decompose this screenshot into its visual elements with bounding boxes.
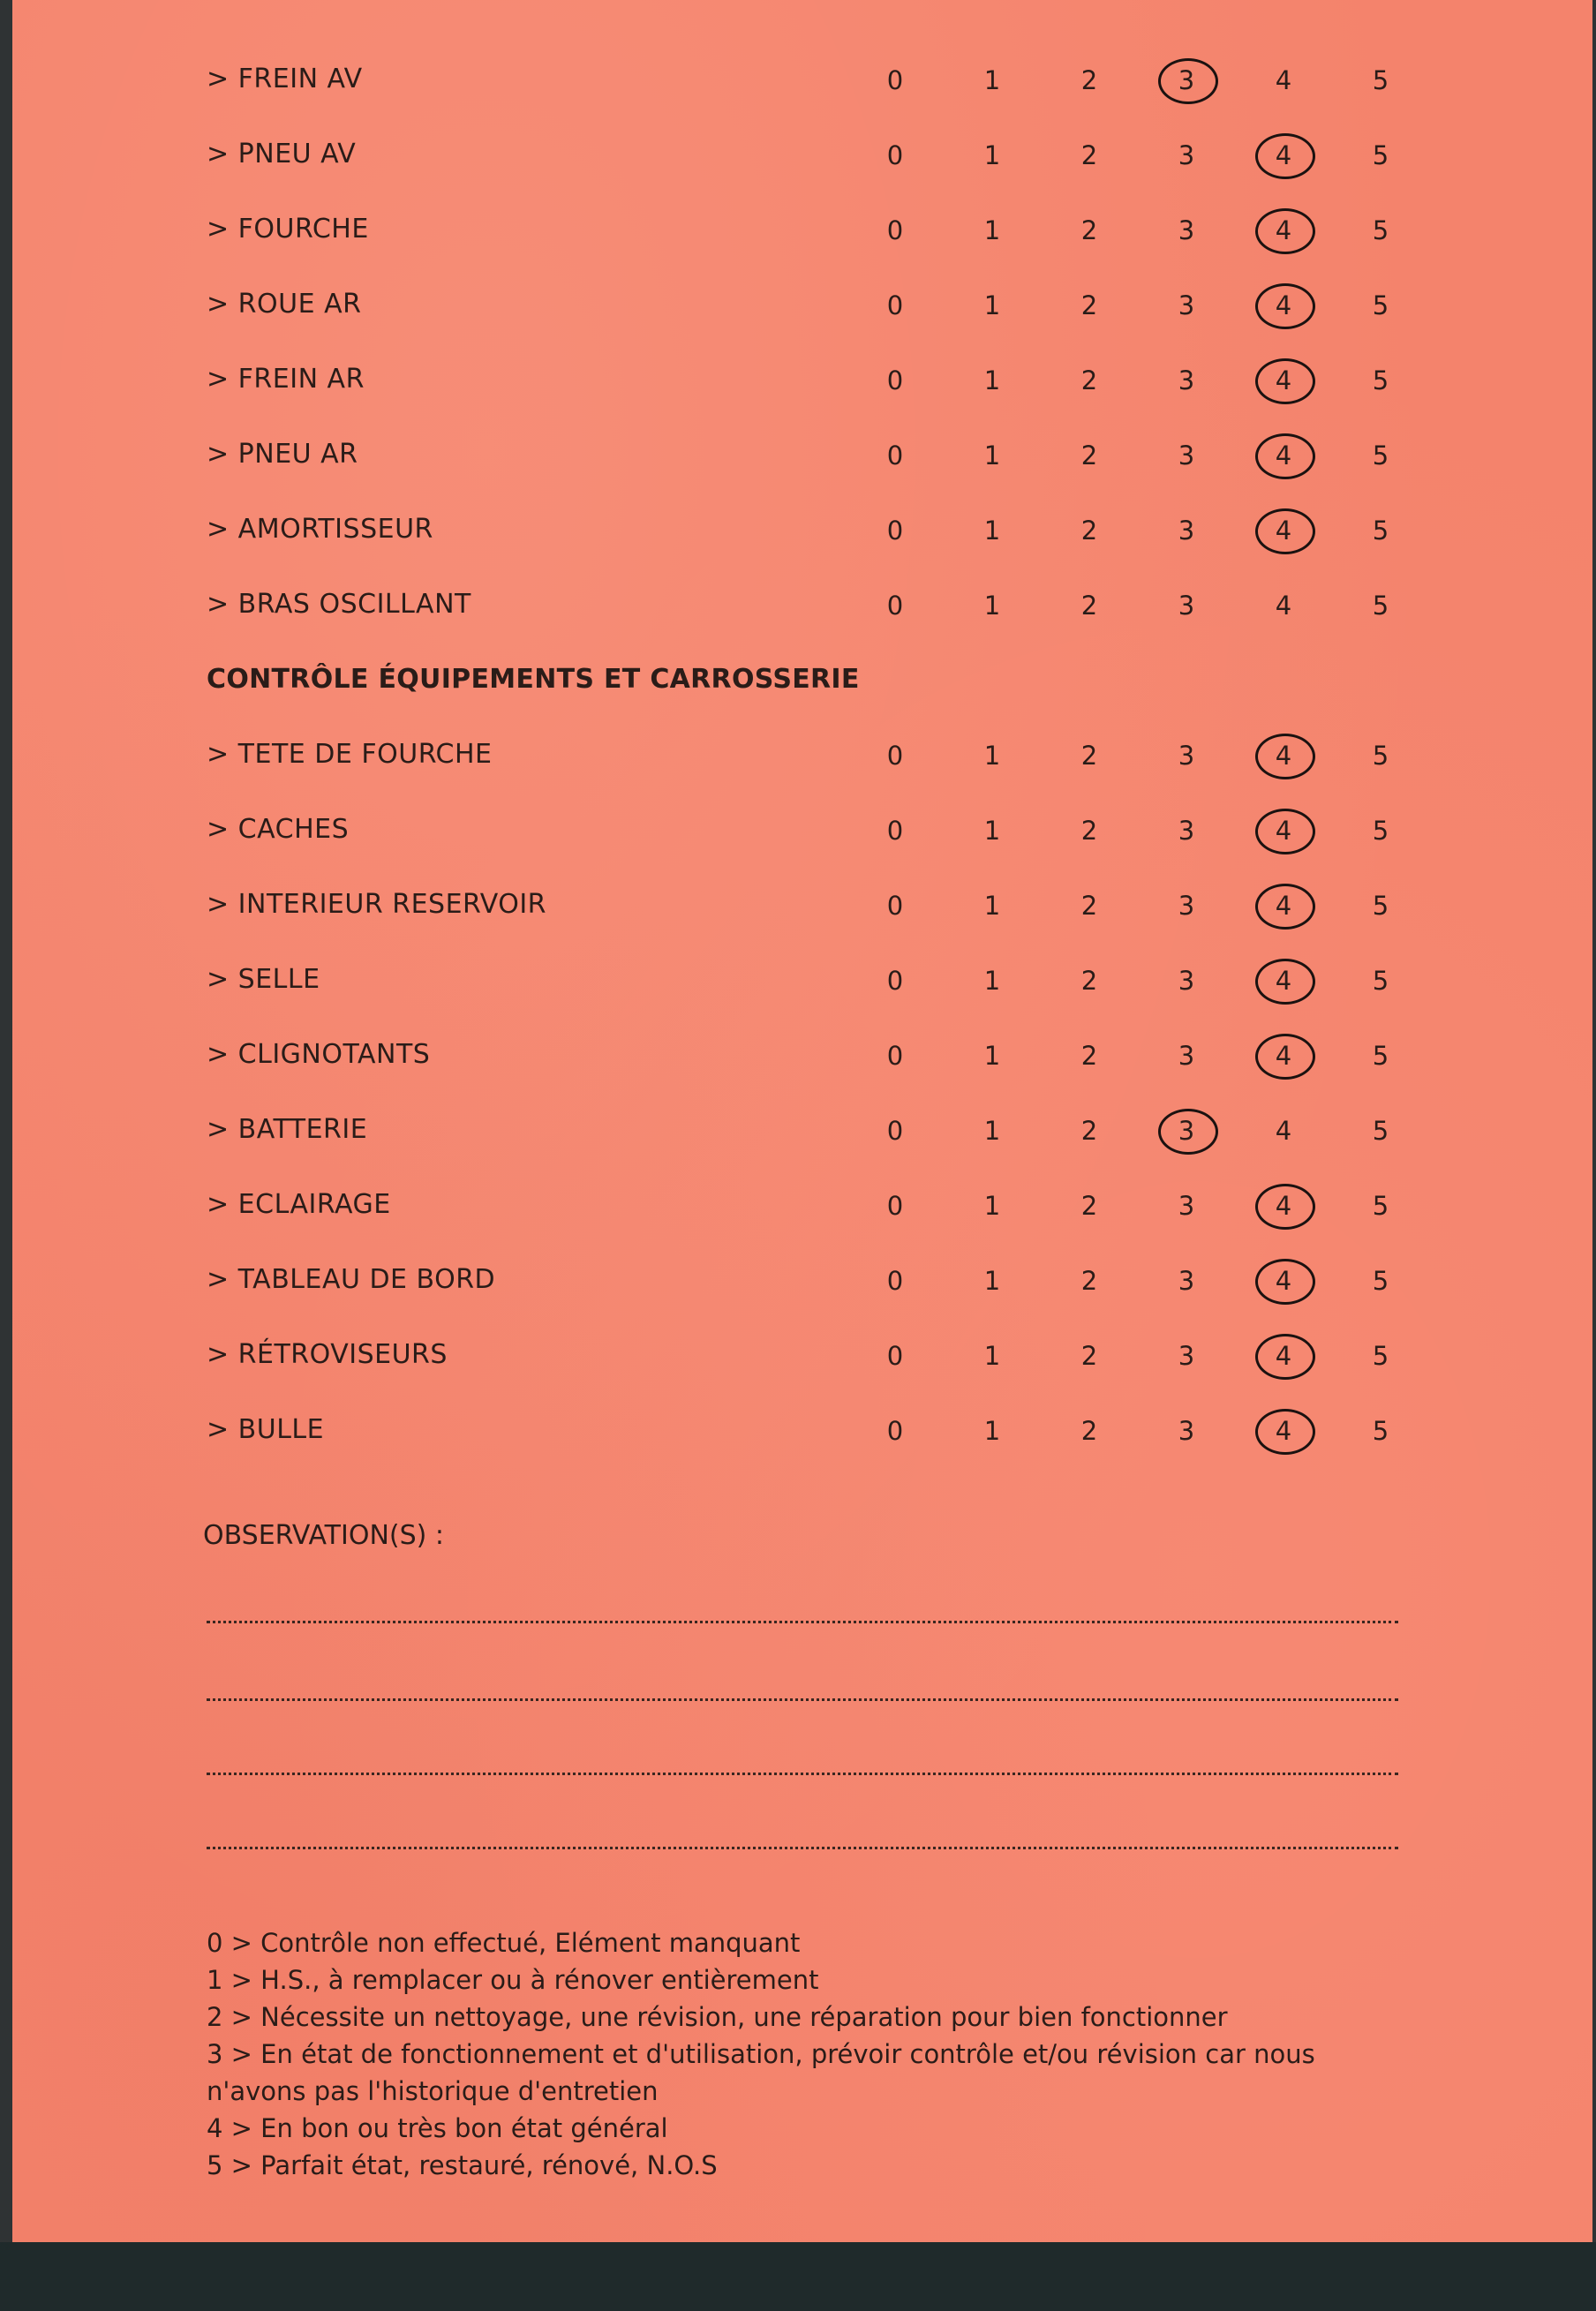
item-label: > PNEU AR (207, 439, 358, 470)
score-options (860, 884, 1460, 928)
score-option[interactable]: 3 (1178, 816, 1195, 846)
score-option[interactable]: 5 (1372, 966, 1389, 996)
score-option[interactable]: 5 (1372, 591, 1389, 621)
item-label: > FREIN AR (207, 364, 365, 395)
score-options (860, 959, 1460, 1003)
score-option[interactable]: 3 (1178, 1041, 1195, 1071)
score-option-circled[interactable]: 4 (1248, 959, 1319, 1003)
inspection-row (207, 1327, 1460, 1402)
score-option[interactable]: 5 (1372, 1266, 1389, 1296)
inspection-row (207, 802, 1460, 877)
rating-legend (207, 1924, 1425, 2184)
score-option[interactable]: 1 (983, 440, 1001, 470)
item-label: > TABLEAU DE BORD (207, 1264, 496, 1295)
score-options (860, 1334, 1460, 1378)
score-option[interactable]: 2 (1080, 816, 1098, 846)
score-options (860, 1259, 1460, 1303)
score-option[interactable]: 3 (1178, 365, 1195, 395)
score-option[interactable]: 5 (1372, 741, 1389, 771)
score-option[interactable]: 3 (1178, 1191, 1195, 1221)
score-option[interactable]: 0 (886, 440, 904, 470)
legend-line: 0 > Contrôle non effectué, Elément manquant (207, 1928, 801, 1958)
legend-line: 5 > Parfait état, restauré, rénové, N.O.S (207, 2150, 718, 2180)
inspection-row (207, 1102, 1460, 1177)
score-option[interactable]: 3 (1178, 290, 1195, 320)
score-option-circled[interactable]: 4 (1248, 734, 1319, 778)
score-option[interactable]: 2 (1080, 591, 1098, 621)
score-option[interactable]: 2 (1080, 1191, 1098, 1221)
legend-line: 2 > Nécessite un nettoyage, une révision, une réparation pour bien fonctionner (207, 2002, 1228, 2032)
item-label: > BRAS OSCILLANT (207, 589, 471, 620)
score-option[interactable]: 4 (1275, 1116, 1292, 1146)
score-option[interactable]: 2 (1080, 1341, 1098, 1371)
score-option[interactable]: 1 (983, 741, 1001, 771)
score-option[interactable]: 3 (1178, 891, 1195, 921)
observation-line (207, 1621, 1398, 1623)
score-option[interactable]: 5 (1372, 65, 1389, 95)
score-option[interactable]: 5 (1372, 365, 1389, 395)
item-label: > CLIGNOTANTS (207, 1039, 431, 1070)
score-option[interactable]: 4 (1275, 591, 1292, 621)
legend-line: 1 > H.S., à remplacer ou à rénover entièrement (207, 1965, 819, 1995)
score-option[interactable]: 5 (1372, 215, 1389, 245)
score-option-circled[interactable]: 4 (1248, 1409, 1319, 1453)
score-option[interactable]: 5 (1372, 816, 1389, 846)
score-option[interactable]: 4 (1275, 65, 1292, 95)
score-option[interactable]: 5 (1372, 1116, 1389, 1146)
inspection-row (207, 501, 1460, 576)
score-option[interactable]: 0 (886, 966, 904, 996)
score-option[interactable]: 2 (1080, 1116, 1098, 1146)
score-option[interactable]: 0 (886, 215, 904, 245)
score-options (860, 358, 1460, 403)
score-option[interactable]: 0 (886, 1041, 904, 1071)
score-option[interactable]: 5 (1372, 1341, 1389, 1371)
score-option[interactable]: 3 (1178, 1266, 1195, 1296)
inspection-row (207, 51, 1460, 126)
observation-line (207, 1847, 1398, 1849)
inspection-row (207, 351, 1460, 426)
score-option[interactable]: 2 (1080, 741, 1098, 771)
score-option[interactable]: 1 (983, 1041, 1001, 1071)
score-option[interactable]: 1 (983, 65, 1001, 95)
score-option[interactable]: 2 (1080, 65, 1098, 95)
score-option-circled[interactable]: 4 (1248, 884, 1319, 928)
score-options (860, 809, 1460, 853)
observation-line (207, 1773, 1398, 1775)
score-option-circled[interactable]: 4 (1248, 809, 1319, 853)
inspection-row (207, 426, 1460, 501)
score-option[interactable]: 1 (983, 591, 1001, 621)
score-option[interactable]: 0 (886, 1341, 904, 1371)
score-option-circled[interactable]: 4 (1248, 358, 1319, 403)
inspection-row (207, 877, 1460, 952)
inspection-row (207, 1027, 1460, 1102)
score-option[interactable]: 3 (1178, 591, 1195, 621)
score-options (860, 583, 1460, 628)
score-option[interactable]: 5 (1372, 1191, 1389, 1221)
score-option[interactable]: 0 (886, 516, 904, 546)
score-options (860, 1409, 1460, 1453)
score-options (860, 508, 1460, 553)
inspection-row (207, 726, 1460, 802)
score-option[interactable]: 0 (886, 65, 904, 95)
score-option[interactable]: 2 (1080, 1041, 1098, 1071)
score-option[interactable]: 3 (1178, 1341, 1195, 1371)
score-option-circled[interactable]: 4 (1248, 1034, 1319, 1078)
inspection-row (207, 1402, 1460, 1477)
score-option[interactable]: 2 (1080, 966, 1098, 996)
inspection-row (207, 576, 1460, 651)
score-options (860, 433, 1460, 478)
score-option[interactable]: 3 (1178, 440, 1195, 470)
item-label: > FREIN AV (207, 64, 363, 94)
inspection-row (207, 952, 1460, 1027)
score-option-circled[interactable]: 4 (1248, 1184, 1319, 1228)
item-label: > PNEU AV (207, 139, 357, 169)
score-option[interactable]: 0 (886, 891, 904, 921)
score-options (860, 208, 1460, 252)
score-option-circled[interactable]: 4 (1248, 508, 1319, 553)
score-option[interactable]: 1 (983, 516, 1001, 546)
score-option-circled[interactable]: 4 (1248, 433, 1319, 478)
score-option[interactable]: 0 (886, 1191, 904, 1221)
score-options (860, 734, 1460, 778)
inspection-row (207, 1177, 1460, 1252)
item-label: > INTERIEUR RESERVOIR (207, 889, 547, 920)
score-options (860, 133, 1460, 177)
score-option[interactable]: 5 (1372, 440, 1389, 470)
item-label: > ECLAIRAGE (207, 1189, 391, 1220)
score-option-circled[interactable]: 3 (1151, 58, 1222, 102)
score-option-circled[interactable]: 4 (1248, 283, 1319, 327)
legend-line: n'avons pas l'historique d'entretien (207, 2076, 659, 2106)
observations-label: OBSERVATION(S) : (203, 1520, 444, 1551)
item-label: > SELLE (207, 964, 320, 995)
inspection-row (207, 1252, 1460, 1327)
score-option[interactable]: 2 (1080, 140, 1098, 170)
score-option[interactable]: 1 (983, 1416, 1001, 1446)
score-option[interactable]: 2 (1080, 365, 1098, 395)
score-option[interactable]: 1 (983, 1266, 1001, 1296)
score-option[interactable]: 1 (983, 1116, 1001, 1146)
score-option[interactable]: 0 (886, 1416, 904, 1446)
score-option[interactable]: 1 (983, 1191, 1001, 1221)
section-title (207, 651, 1460, 726)
score-option[interactable]: 2 (1080, 1416, 1098, 1446)
score-option[interactable]: 1 (983, 891, 1001, 921)
inspection-sheet (12, 0, 1592, 2242)
item-label: > BATTERIE (207, 1114, 368, 1145)
score-option[interactable]: 5 (1372, 516, 1389, 546)
score-options (860, 283, 1460, 327)
score-option[interactable]: 1 (983, 365, 1001, 395)
legend-line: 3 > En état de fonctionnement et d'utilisation, prévoir contrôle et/ou révision car nous (207, 2039, 1315, 2069)
score-option[interactable]: 2 (1080, 290, 1098, 320)
item-label: > AMORTISSEUR (207, 514, 433, 545)
inspection-row (207, 276, 1460, 351)
score-options (860, 1109, 1460, 1153)
score-option[interactable]: 3 (1178, 140, 1195, 170)
score-option[interactable]: 3 (1178, 966, 1195, 996)
score-option-circled[interactable]: 4 (1248, 1259, 1319, 1303)
score-option[interactable]: 3 (1178, 741, 1195, 771)
score-option[interactable]: 2 (1080, 440, 1098, 470)
score-option[interactable]: 0 (886, 1116, 904, 1146)
score-option[interactable]: 0 (886, 1266, 904, 1296)
score-option[interactable]: 0 (886, 591, 904, 621)
item-label: > CACHES (207, 814, 350, 845)
item-label: > BULLE (207, 1414, 325, 1445)
score-options (860, 1034, 1460, 1078)
legend-line: 4 > En bon ou très bon état général (207, 2113, 668, 2143)
score-options (860, 1184, 1460, 1228)
inspection-row (207, 201, 1460, 276)
score-option-circled[interactable]: 4 (1248, 208, 1319, 252)
score-option[interactable]: 2 (1080, 215, 1098, 245)
score-option[interactable]: 3 (1178, 215, 1195, 245)
score-option[interactable]: 1 (983, 290, 1001, 320)
item-label: > FOURCHE (207, 214, 369, 245)
score-option[interactable]: 5 (1372, 290, 1389, 320)
score-options (860, 58, 1460, 102)
score-option[interactable]: 5 (1372, 891, 1389, 921)
item-label: > ROUE AR (207, 289, 362, 320)
score-option[interactable]: 1 (983, 215, 1001, 245)
score-option[interactable]: 0 (886, 140, 904, 170)
score-option[interactable]: 0 (886, 290, 904, 320)
score-option[interactable]: 5 (1372, 1416, 1389, 1446)
item-label: > TETE DE FOURCHE (207, 739, 493, 770)
score-option[interactable]: 0 (886, 816, 904, 846)
inspection-row (207, 126, 1460, 201)
score-option[interactable]: 1 (983, 966, 1001, 996)
inspection-rows (207, 51, 1460, 1477)
score-option[interactable]: 0 (886, 365, 904, 395)
score-option[interactable]: 5 (1372, 1041, 1389, 1071)
score-option-circled[interactable]: 3 (1151, 1109, 1222, 1153)
background-surface (0, 2242, 1596, 2311)
score-option[interactable]: 3 (1178, 516, 1195, 546)
score-option[interactable]: 1 (983, 140, 1001, 170)
section-title-text: CONTRÔLE ÉQUIPEMENTS ET CARROSSERIE (207, 664, 860, 695)
score-option[interactable]: 1 (983, 1341, 1001, 1371)
score-option[interactable]: 2 (1080, 891, 1098, 921)
score-option-circled[interactable]: 4 (1248, 133, 1319, 177)
score-option[interactable]: 5 (1372, 140, 1389, 170)
score-option[interactable]: 3 (1178, 1416, 1195, 1446)
score-option-circled[interactable]: 4 (1248, 1334, 1319, 1378)
score-option[interactable]: 2 (1080, 1266, 1098, 1296)
score-option[interactable]: 1 (983, 816, 1001, 846)
score-option[interactable]: 2 (1080, 516, 1098, 546)
score-option[interactable]: 0 (886, 741, 904, 771)
item-label: > RÉTROVISEURS (207, 1339, 448, 1370)
observation-line (207, 1698, 1398, 1701)
